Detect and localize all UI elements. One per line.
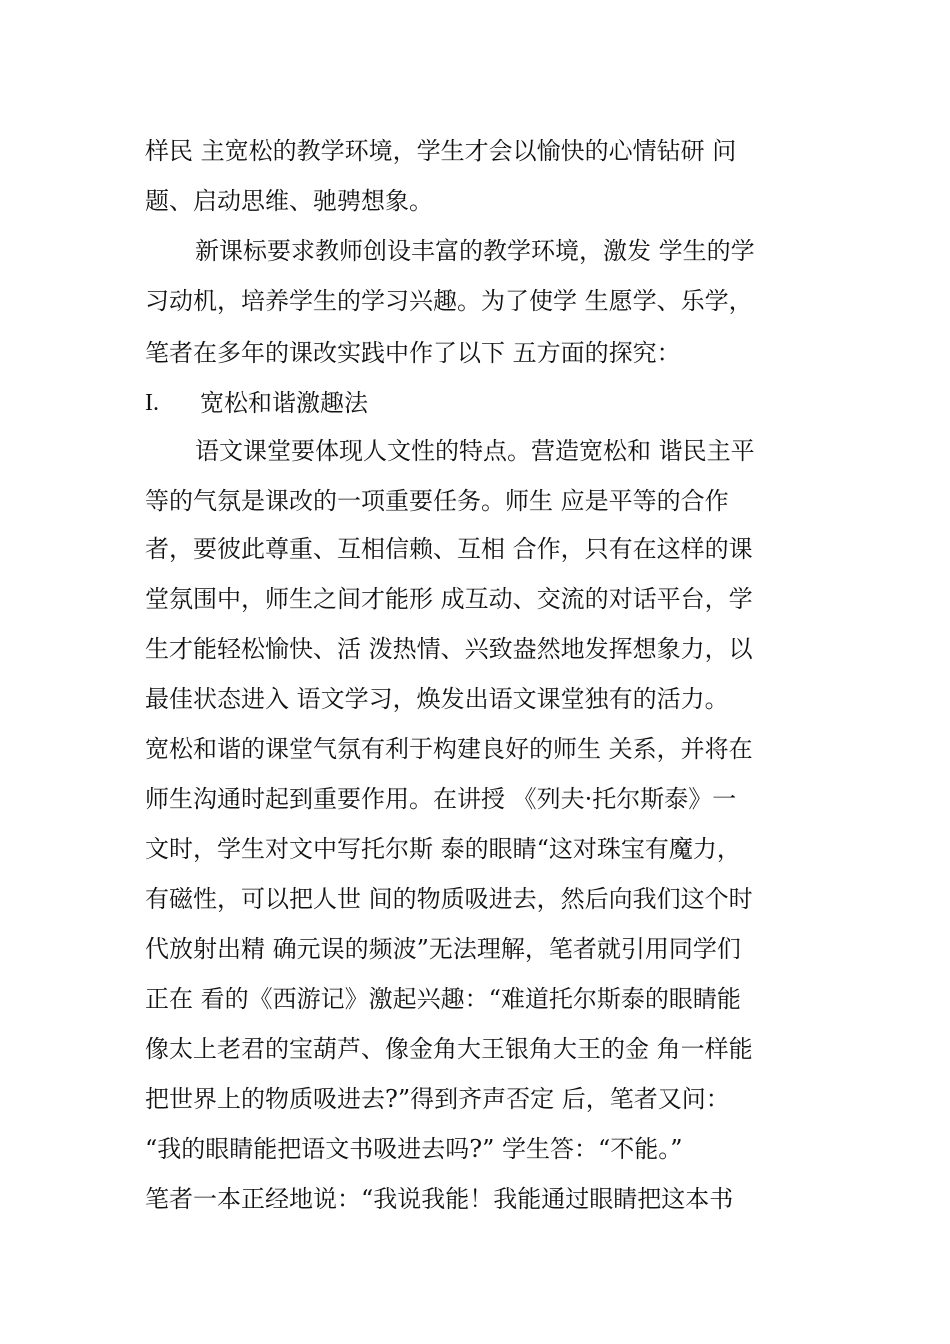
- section-heading: 宽松和谐激趣法: [200, 389, 368, 417]
- paragraph-line: “我的眼睛能把语文书吸进去吗?” 学生答：“不能。”: [145, 1135, 683, 1163]
- paragraph-line: 文时，学生对文中写托尔斯 泰的眼睛“这对珠宝有魔力，: [145, 835, 741, 863]
- paragraph-line: 有磁性，可以把人世 间的物质吸进去，然后向我们这个时: [145, 885, 753, 913]
- paragraph-line: 像太上老君的宝葫芦、像金角大王银角大王的金 角一样能: [145, 1035, 753, 1063]
- paragraph-line: 笔者一本正经地说：“我说我能！我能通过眼睛把这本书: [145, 1185, 734, 1213]
- section-number: I.: [145, 390, 159, 416]
- paragraph-line: 把世界上的物质吸进去?”得到齐声否定 后，笔者又问：: [145, 1085, 730, 1113]
- paragraph-line: 样民 主宽松的教学环境，学生才会以愉快的心情钻研 问: [145, 137, 737, 165]
- paragraph-line: 者，要彼此尊重、互相信赖、互相 合作，只有在这样的课: [145, 535, 753, 563]
- paragraph-line: 等的气氛是课改的一项重要任务。师生 应是平等的合作: [145, 487, 729, 515]
- paragraph-line: 新课标要求教师创设丰富的教学环境，激发 学生的学: [195, 237, 755, 265]
- paragraph-line: 题、启动思维、驰骋想象。: [145, 187, 433, 215]
- paragraph-line: 习动机，培养学生的学习兴趣。为了使学 生愿学、乐学，: [145, 287, 753, 315]
- paragraph-line: 最佳状态进入 语文学习，焕发出语文课堂独有的活力。: [145, 685, 729, 713]
- paragraph-line: 代放射出精 确元误的频波”无法理解，笔者就引用同学们: [145, 935, 741, 963]
- paragraph-line: 生才能轻松愉快、活 泼热情、兴致盎然地发挥想象力，以: [145, 635, 753, 663]
- paragraph-line: 笔者在多年的课改实践中作了以下 五方面的探究：: [145, 339, 681, 367]
- paragraph-line: 正在 看的《西游记》激起兴趣：“难道托尔斯泰的眼睛能: [145, 985, 741, 1013]
- paragraph-line: 师生沟通时起到重要作用。在讲授 《列夫·托尔斯泰》一: [145, 785, 737, 813]
- paragraph-line: 堂氛围中，师生之间才能形 成互动、交流的对话平台，学: [145, 585, 753, 613]
- paragraph-line: 语文课堂要体现人文性的特点。营造宽松和 谐民主平: [195, 437, 755, 465]
- paragraph-line: 宽松和谐的课堂气氛有利于构建良好的师生 关系，并将在: [145, 735, 753, 763]
